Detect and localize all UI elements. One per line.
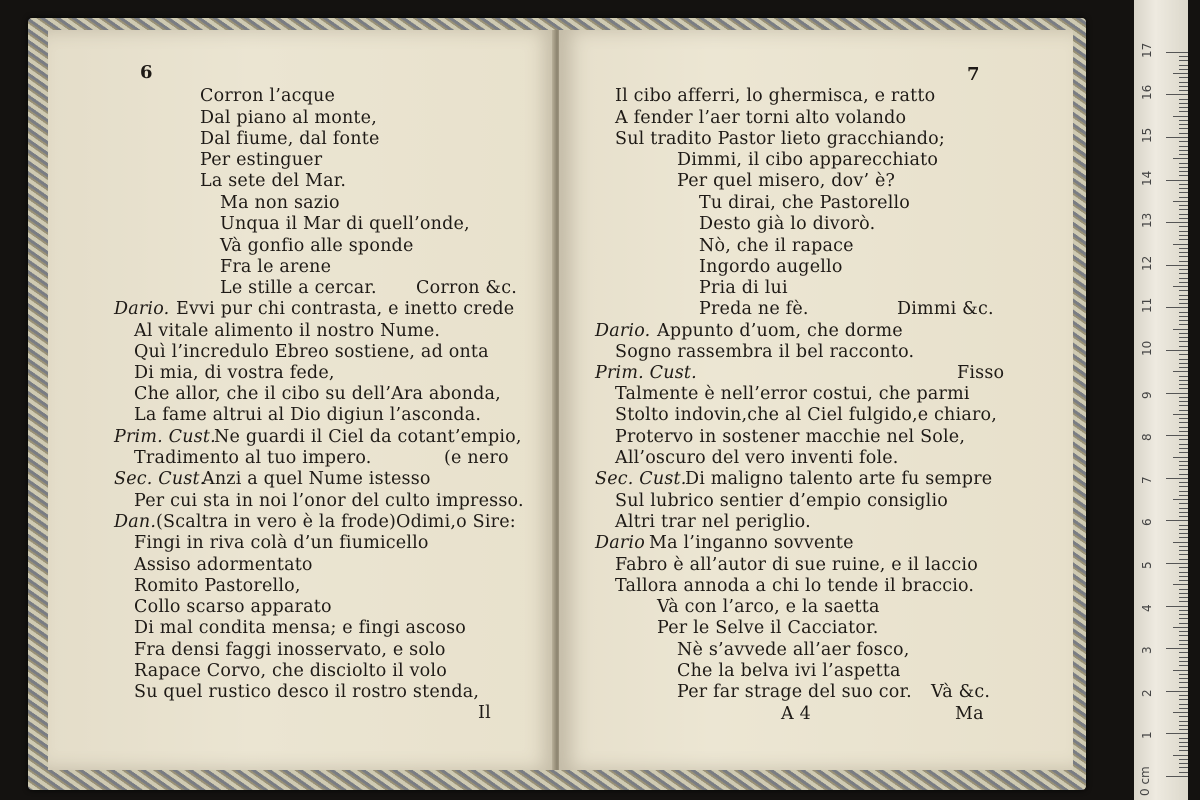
verse-line: Sul tradito Pastor lieto gracchiando; <box>615 129 945 149</box>
verse-line: Per cui sta in noi l’onor del culto impresso. <box>134 491 524 511</box>
verse-line: Fra le arene <box>220 257 332 277</box>
verse-line: Anzi a quel Nume istesso <box>202 469 431 489</box>
ruler-tick <box>1179 248 1188 249</box>
ruler-tick <box>1179 401 1188 402</box>
ruler-tick <box>1173 371 1188 372</box>
ruler-tick <box>1179 635 1188 636</box>
ruler-tick <box>1179 384 1188 385</box>
ruler-tick <box>1179 141 1188 142</box>
ruler-tick <box>1173 712 1188 713</box>
ruler-tick <box>1179 146 1188 147</box>
ruler-tick <box>1179 452 1188 453</box>
verse-line: Ingordo augello <box>699 257 843 277</box>
verse-line: Tu dirai, che Pastorello <box>699 193 911 213</box>
verse-line: Và gonfio alle sponde <box>220 236 414 256</box>
ruler-tick <box>1166 222 1188 223</box>
ruler-tick <box>1179 235 1188 236</box>
ruler-tick <box>1179 512 1188 513</box>
ruler-tick <box>1179 290 1188 291</box>
ruler-tick <box>1179 56 1188 57</box>
verse-line: Altri trar nel periglio. <box>615 512 811 532</box>
verse-line: Romito Pastorello, <box>134 576 301 596</box>
speaker-label: Dan. <box>114 512 157 532</box>
verse-line: Per far strage del suo cor. <box>677 682 912 702</box>
ruler-tick <box>1179 111 1188 112</box>
verse-line: Ne guardi il Ciel da cotant’empio, <box>214 427 522 447</box>
ruler-tick <box>1179 333 1188 334</box>
ruler-tick <box>1179 772 1188 773</box>
ruler-tick <box>1179 444 1188 445</box>
ruler-tick <box>1179 448 1188 449</box>
right-page <box>559 30 1073 770</box>
ruler-tick <box>1166 563 1188 564</box>
ruler-tick <box>1179 209 1188 210</box>
ruler-tick <box>1166 137 1188 138</box>
ruler-tick <box>1173 755 1188 756</box>
ruler-tick <box>1179 678 1188 679</box>
verse-line: Su quel rustico desco il rostro stenda, <box>134 682 480 702</box>
verse-line: Ma non sazio <box>220 193 340 213</box>
reprise-mark: Dimmi &c. <box>897 299 994 319</box>
ruler-tick <box>1166 691 1188 692</box>
verse-line: Corron l’acque <box>200 86 336 106</box>
ruler-tick <box>1179 282 1188 283</box>
ruler-tick <box>1179 197 1188 198</box>
ruler-tick <box>1173 116 1188 117</box>
ruler-number: 16 <box>1140 85 1154 101</box>
ruler-tick <box>1179 405 1188 406</box>
ruler-tick <box>1179 278 1188 279</box>
ruler-tick <box>1173 244 1188 245</box>
verse-line: Talmente è nell’error costui, che parmi <box>615 384 970 404</box>
verse-line: Unqua il Mar di quell’onde, <box>220 214 470 234</box>
ruler-tick <box>1173 457 1188 458</box>
ruler-tick <box>1179 763 1188 764</box>
ruler-number: 9 <box>1140 390 1154 399</box>
ruler-tick <box>1179 231 1188 232</box>
verse-line: Rapace Corvo, che disciolto il volo <box>134 661 447 681</box>
ruler-tick <box>1179 601 1188 602</box>
verse-line: Preda ne fè. <box>699 299 809 319</box>
ruler-number: 5 <box>1140 561 1154 569</box>
ruler-tick <box>1179 295 1188 296</box>
ruler-tick <box>1179 767 1188 768</box>
ruler-tick <box>1179 388 1188 389</box>
ruler-tick <box>1179 239 1188 240</box>
ruler-tick <box>1179 380 1188 381</box>
ruler-tick <box>1179 665 1188 666</box>
ruler-tick <box>1179 77 1188 78</box>
ruler-number: 4 <box>1140 603 1154 612</box>
signature-mark: A 4 <box>781 704 811 724</box>
verse-line: Al vitale alimento il nostro Nume. <box>134 321 441 341</box>
ruler-tick <box>1166 606 1188 607</box>
ruler-tick <box>1179 661 1188 662</box>
speaker-label: Dario. <box>114 299 170 319</box>
ruler-tick <box>1179 550 1188 551</box>
ruler-tick <box>1179 128 1188 129</box>
ruler-tick <box>1166 733 1188 734</box>
ruler-number: 8 <box>1140 433 1154 442</box>
verse-line: Per estinguer <box>200 150 323 170</box>
ruler-tick <box>1173 414 1188 415</box>
ruler-number: 14 <box>1140 170 1154 186</box>
ruler-tick <box>1179 610 1188 611</box>
ruler-tick <box>1179 320 1188 321</box>
ruler-tick <box>1179 533 1188 534</box>
ruler-tick <box>1173 499 1188 500</box>
ruler-tick <box>1179 439 1188 440</box>
ruler-tick <box>1179 99 1188 100</box>
verse-line: La fame altrui al Dio digiun l’asconda. <box>134 405 482 425</box>
ruler-tick <box>1166 520 1188 521</box>
verse-line: Fra densi faggi inosservato, e solo <box>134 640 446 660</box>
verse-line: Il cibo afferri, lo ghermisca, e ratto <box>615 86 936 106</box>
ruler-tick <box>1179 324 1188 325</box>
ruler-tick <box>1179 482 1188 483</box>
ruler-tick <box>1179 729 1188 730</box>
verse-line: Desto già lo divorò. <box>699 214 876 234</box>
page-number: 6 <box>140 62 153 83</box>
ruler-tick <box>1179 60 1188 61</box>
ruler-tick <box>1179 205 1188 206</box>
ruler-tick <box>1179 716 1188 717</box>
ruler-tick <box>1179 525 1188 526</box>
ruler-tick <box>1179 631 1188 632</box>
measuring-ruler <box>1134 0 1188 800</box>
verse-line: Per quel misero, dov’ è? <box>677 171 896 191</box>
verse-line: Appunto d’uom, che dorme <box>657 321 903 341</box>
ruler-tick <box>1179 422 1188 423</box>
ruler-tick <box>1179 516 1188 517</box>
verse-line: Nè s’avvede all’aer fosco, <box>677 640 910 660</box>
ruler-tick <box>1166 435 1188 436</box>
speaker-label: Prim. Cust. <box>595 363 697 383</box>
ruler-tick <box>1179 469 1188 470</box>
ruler-tick <box>1179 359 1188 360</box>
ruler-tick <box>1166 350 1188 351</box>
ruler-tick <box>1179 273 1188 274</box>
ruler-number: 6 <box>1140 518 1154 527</box>
ruler-tick <box>1179 124 1188 125</box>
ruler-number: 15 <box>1140 127 1154 143</box>
ruler-tick <box>1179 576 1188 577</box>
ruler-tick <box>1173 670 1188 671</box>
verse-line-end: Fisso <box>957 363 1005 383</box>
ruler-tick <box>1179 708 1188 709</box>
verse-line: La sete del Mar. <box>200 171 347 191</box>
ruler-tick <box>1179 299 1188 300</box>
ruler-tick <box>1179 759 1188 760</box>
ruler-tick <box>1179 346 1188 347</box>
ruler-tick <box>1179 82 1188 83</box>
ruler-tick <box>1173 542 1188 543</box>
ruler-tick <box>1179 746 1188 747</box>
ruler-tick <box>1179 529 1188 530</box>
ruler-tick <box>1179 341 1188 342</box>
speaker-label: Dario. <box>595 321 651 341</box>
verse-line: Protervo in sostener macchie nel Sole, <box>615 427 966 447</box>
speaker-label: Sec. Cust. <box>595 469 687 489</box>
ruler-tick <box>1179 363 1188 364</box>
ruler-tick <box>1179 750 1188 751</box>
verse-line: Sogno rassembra il bel racconto. <box>615 342 915 362</box>
ruler-tick <box>1179 337 1188 338</box>
ruler-tick <box>1179 640 1188 641</box>
ruler-tick <box>1179 614 1188 615</box>
ruler-tick <box>1179 593 1188 594</box>
ruler-number: 2 <box>1140 689 1154 697</box>
verse-line-end: (e nero <box>444 448 509 468</box>
ruler-tick <box>1179 397 1188 398</box>
ruler-tick <box>1179 644 1188 645</box>
ruler-tick <box>1166 776 1188 777</box>
verse-line: Tallora annoda a chi lo tende il braccio. <box>615 576 975 596</box>
ruler-tick <box>1179 167 1188 168</box>
ruler-tick <box>1179 303 1188 304</box>
ruler-tick <box>1166 648 1188 649</box>
ruler-number: 12 <box>1140 255 1154 271</box>
verse-line: Dal piano al monte, <box>200 108 377 128</box>
ruler-tick <box>1179 218 1188 219</box>
ruler-tick <box>1179 214 1188 215</box>
ruler-tick <box>1179 657 1188 658</box>
speaker-label: Prim. Cust. <box>114 427 216 447</box>
ruler-tick <box>1173 73 1188 74</box>
verse-line: Và con l’arco, e la saetta <box>657 597 880 617</box>
ruler-tick <box>1179 725 1188 726</box>
ruler-tick <box>1179 184 1188 185</box>
ruler-tick <box>1179 354 1188 355</box>
ruler-tick <box>1179 410 1188 411</box>
ruler-tick <box>1179 226 1188 227</box>
speaker-label: Sec. Cust. <box>114 469 206 489</box>
reprise-mark: Và &c. <box>931 682 991 702</box>
reprise-mark: Corron &c. <box>416 278 517 298</box>
ruler-tick <box>1166 265 1188 266</box>
ruler-tick <box>1179 559 1188 560</box>
ruler-tick <box>1166 94 1188 95</box>
verse-line: Ma l’inganno sovvente <box>649 533 854 553</box>
verse-line: Di maligno talento arte fu sempre <box>685 469 993 489</box>
ruler-number: 11 <box>1140 298 1154 314</box>
verse-line: Dal fiume, dal fonte <box>200 129 380 149</box>
ruler-tick <box>1179 107 1188 108</box>
verse-line: Tradimento al tuo impero. <box>134 448 372 468</box>
verse-line: Che allor, che il cibo su dell’Ara abonda, <box>134 384 501 404</box>
ruler-tick <box>1166 393 1188 394</box>
verse-line: Sul lubrico sentier d’empio consiglio <box>615 491 949 511</box>
ruler-tick <box>1179 163 1188 164</box>
ruler-tick <box>1179 175 1188 176</box>
ruler-tick <box>1179 376 1188 377</box>
ruler-tick <box>1179 261 1188 262</box>
ruler-tick <box>1166 478 1188 479</box>
ruler-tick <box>1166 180 1188 181</box>
ruler-tick <box>1179 699 1188 700</box>
ruler-tick <box>1179 192 1188 193</box>
ruler-tick <box>1179 486 1188 487</box>
verse-line: (Scaltra in vero è la frode)Odimi,o Sire: <box>156 512 516 532</box>
ruler-tick <box>1173 627 1188 628</box>
ruler-tick <box>1179 589 1188 590</box>
verse-line: Evvi pur chi contrasta, e inetto crede <box>176 299 515 319</box>
ruler-number: 1 <box>1140 731 1154 740</box>
verse-line: Che la belva ivi l’aspetta <box>677 661 901 681</box>
ruler-tick <box>1179 269 1188 270</box>
ruler-tick <box>1179 474 1188 475</box>
ruler-number: 7 <box>1140 476 1154 484</box>
verse-line: Fingi in riva colà d’un fiumicello <box>134 533 429 553</box>
ruler-tick <box>1179 171 1188 172</box>
ruler-tick <box>1179 133 1188 134</box>
ruler-tick <box>1179 69 1188 70</box>
ruler-tick <box>1166 307 1188 308</box>
ruler-number: 17 <box>1140 42 1154 58</box>
ruler-tick <box>1179 652 1188 653</box>
ruler-tick <box>1179 554 1188 555</box>
ruler-tick <box>1179 256 1188 257</box>
ruler-tick <box>1179 418 1188 419</box>
ruler-tick <box>1179 618 1188 619</box>
ruler-tick <box>1179 154 1188 155</box>
ruler-tick <box>1179 674 1188 675</box>
ruler-tick <box>1179 491 1188 492</box>
ruler-tick <box>1179 316 1188 317</box>
ruler-tick <box>1179 252 1188 253</box>
ruler-tick <box>1173 158 1188 159</box>
ruler-tick <box>1173 201 1188 202</box>
ruler-tick <box>1179 461 1188 462</box>
ruler-number: 13 <box>1140 212 1154 229</box>
verse-line: Dimmi, il cibo apparecchiato <box>677 150 939 170</box>
ruler-tick <box>1166 52 1188 53</box>
ruler-tick <box>1179 508 1188 509</box>
catchword: Ma <box>955 704 984 724</box>
ruler-tick <box>1179 427 1188 428</box>
ruler-number: 3 <box>1140 646 1154 655</box>
catchword: Il <box>478 703 491 723</box>
ruler-tick <box>1179 580 1188 581</box>
ruler-tick <box>1179 738 1188 739</box>
verse-line: Fabro è all’autor di sue ruine, e il laccio <box>615 555 978 575</box>
ruler-tick <box>1179 150 1188 151</box>
ruler-tick <box>1179 367 1188 368</box>
ruler-tick <box>1179 431 1188 432</box>
ruler-tick <box>1179 537 1188 538</box>
left-page <box>48 30 556 770</box>
ruler-tick <box>1173 286 1188 287</box>
verse-line: Pria di lui <box>699 278 788 298</box>
verse-line: Quì l’incredulo Ebreo sostiene, ad onta <box>134 342 489 362</box>
verse-line: Stolto indovin,che al Ciel fulgido,e chiaro, <box>615 405 998 425</box>
ruler-tick <box>1173 584 1188 585</box>
ruler-unit-label: 0 cm <box>1138 766 1152 796</box>
page-number: 7 <box>967 64 980 85</box>
ruler-tick <box>1179 695 1188 696</box>
ruler-tick <box>1179 687 1188 688</box>
ruler-tick <box>1179 188 1188 189</box>
verse-line: Per le Selve il Cacciator. <box>657 618 879 638</box>
ruler-tick <box>1179 465 1188 466</box>
verse-line: Di mal condita mensa; e fingi ascoso <box>134 618 467 638</box>
speaker-label: Dario <box>595 533 645 553</box>
verse-line: A fender l’aer torni alto volando <box>615 108 907 128</box>
verse-line: All’oscuro del vero inventi fole. <box>615 448 899 468</box>
ruler-tick <box>1179 312 1188 313</box>
ruler-tick <box>1179 65 1188 66</box>
verse-line: Le stille a cercar. <box>220 278 377 298</box>
ruler-tick <box>1179 721 1188 722</box>
ruler-tick <box>1179 742 1188 743</box>
ruler-tick <box>1179 86 1188 87</box>
verse-line: Nò, che il rapace <box>699 236 854 256</box>
ruler-tick <box>1179 682 1188 683</box>
ruler-tick <box>1179 90 1188 91</box>
ruler-tick <box>1179 495 1188 496</box>
ruler-tick <box>1179 567 1188 568</box>
verse-line: Assiso adormentato <box>134 555 313 575</box>
ruler-tick <box>1179 597 1188 598</box>
ruler-tick <box>1179 704 1188 705</box>
ruler-tick <box>1179 546 1188 547</box>
ruler-tick <box>1179 103 1188 104</box>
ruler-tick <box>1179 623 1188 624</box>
ruler-number: 10 <box>1140 340 1154 356</box>
verse-line: Di mia, di vostra fede, <box>134 363 335 383</box>
ruler-tick <box>1179 572 1188 573</box>
ruler-tick <box>1179 120 1188 121</box>
ruler-tick <box>1173 329 1188 330</box>
ruler-tick <box>1179 503 1188 504</box>
verse-line: Collo scarso apparato <box>134 597 332 617</box>
